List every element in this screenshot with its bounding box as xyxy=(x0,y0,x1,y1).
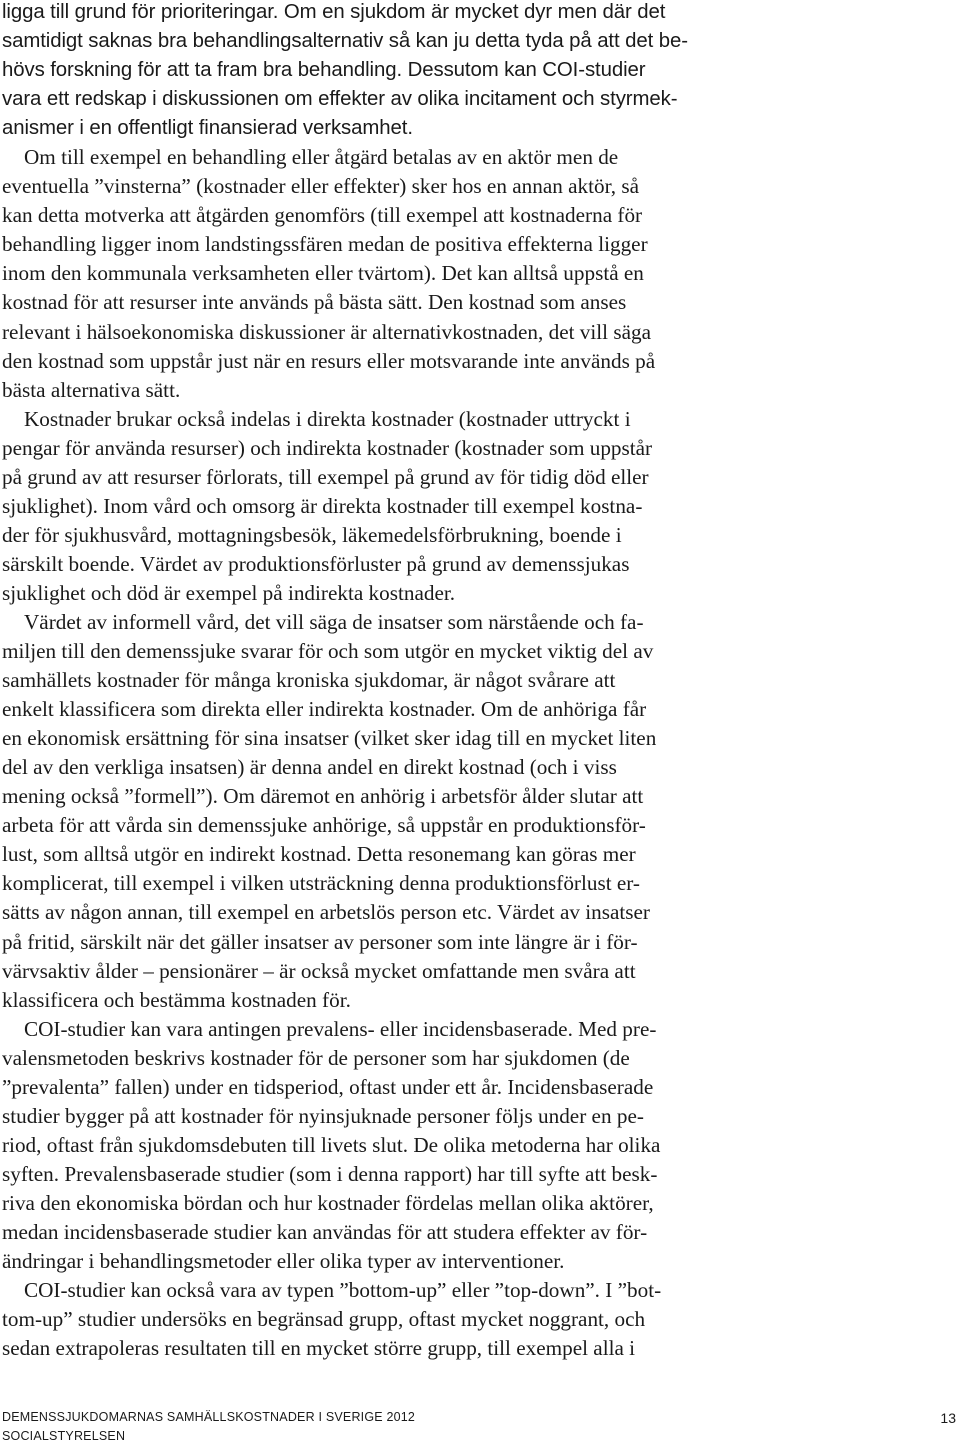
text-line-46: tom-up” studier undersöks en begränsad grupp, oftast mycket noggrant, och xyxy=(2,1307,646,1332)
text-line-25: enkelt klassificera som direkta eller indirekta kostnader. Om de anhöriga får xyxy=(2,697,647,722)
footer-publisher: SOCIALSTYRELSEN xyxy=(2,1429,126,1443)
text-line-20: särskilt boende. Värdet av produktionsförluster på grund av demenssjukas xyxy=(2,551,630,576)
text-line-26: en ekonomisk ersättning för sina insatser (vilket sker idag till en mycket liten xyxy=(2,726,657,751)
text-line-41: syften. Prevalensbaserade studier (som i denna rapport) har till syfte att besk- xyxy=(2,1161,658,1186)
text-line-4: vara ett redskap i diskussionen om effekter av olika incitament och styrmek- xyxy=(2,88,678,111)
text-line-18: sjuklighet). Inom vård och omsorg är direkta kostnader till exempel kostna- xyxy=(2,493,643,518)
text-line-12: relevant i hälsoekonomiska diskussioner är alternativkostnaden, det vill säga xyxy=(2,319,651,344)
page-footer xyxy=(0,1410,960,1448)
text-line-36: COI-studier kan vara antingen prevalens- eller incidensbaserade. Med pre- xyxy=(24,1016,657,1041)
text-line-23: miljen till den demenssjuke svarar för och som utgör en mycket viktig del av xyxy=(2,639,654,664)
text-line-33: på fritid, särskilt när det gäller insatser av personer som inte längre är i för- xyxy=(2,929,638,954)
text-line-7: eventuella ”vinsterna” (kostnader eller effekter) sker hos en annan aktör, så xyxy=(2,174,640,199)
text-line-19: der för sjukhusvård, mottagningsbesök, läkemedelsförbrukning, boende i xyxy=(2,522,622,547)
text-line-1: ligga till grund för prioriteringar. Om en sjukdom är mycket dyr men där det xyxy=(2,1,666,23)
text-line-27: del av den verkliga insatsen) är denna andel en direkt kostnad (och i viss xyxy=(2,755,617,780)
text-line-8: kan detta motverka att åtgärden genomförs (till exempel att kostnaderna för xyxy=(2,203,643,228)
text-line-2: samtidigt saknas bra behandlingsalternativ så kan ju detta tyda på att det be- xyxy=(2,30,688,53)
text-line-17: på grund av att resurser förlorats, till exempel på grund av för tidig död eller xyxy=(2,464,649,489)
text-line-11: kostnad för att resurser inte används på bästa sätt. Den kostnad som anses xyxy=(2,290,627,315)
text-line-15: Kostnader brukar också indelas i direkta kostnader (kostnader uttryckt i xyxy=(24,406,631,431)
text-line-32: sätts av någon annan, till exempel en arbetslös person etc. Värdet av insatser xyxy=(2,900,650,925)
text-line-31: komplicerat, till exempel i vilken utsträckning denna produktionsförlust er- xyxy=(2,871,640,896)
page-number: 13 xyxy=(940,1410,956,1426)
text-line-30: lust, som alltså utgör en indirekt kostnad. Detta resonemang kan göras mer xyxy=(2,842,636,867)
text-line-16: pengar för använda resurser) och indirekta kostnader (kostnader som uppstår xyxy=(2,435,653,460)
text-line-3: hövs forskning för att ta fram bra behandling. Dessutom kan COI-studier xyxy=(2,59,646,82)
text-line-6: Om till exempel en behandling eller åtgärd betalas av en aktör men de xyxy=(24,145,619,170)
text-line-22: Värdet av informell vård, det vill säga de insatser som närstående och fa- xyxy=(24,609,644,634)
footer-report-title: DEMENSSJUKDOMARNAS SAMHÄLLSKOSTNADER I SVERIGE 2012 xyxy=(2,1410,416,1424)
text-line-5: anismer i en offentligt finansierad verksamhet. xyxy=(2,117,413,140)
text-line-13: den kostnad som uppstår just när en resurs eller motsvarande inte används på xyxy=(2,348,656,373)
text-line-9: behandling ligger inom landstingssfären medan de positiva effekterna ligger xyxy=(2,232,648,257)
text-line-42: riva den ekonomiska bördan och hur kostnader fördelas mellan olika aktörer, xyxy=(2,1190,654,1215)
text-line-29: arbeta för att vårda sin demenssjuke anhörige, så uppstår en produktionsför- xyxy=(2,813,646,838)
text-line-28: mening också ”formell”). Om däremot en anhörig i arbetsför ålder slutar att xyxy=(2,784,644,809)
text-line-40: riod, oftast från sjukdomsdebuten till livets slut. De olika metoderna har olika xyxy=(2,1132,661,1157)
text-line-39: studier bygger på att kostnader för nyinsjuknade personer följs under en pe- xyxy=(2,1103,644,1128)
text-line-14: bästa alternativa sätt. xyxy=(2,377,181,402)
text-line-44: ändringar i behandlingsmetoder eller olika typer av interventioner. xyxy=(2,1249,565,1274)
text-line-10: inom den kommunala verksamheten eller tvärtom). Det kan alltså uppstå en xyxy=(2,261,644,286)
text-line-37: valensmetoden beskrivs kostnader för de personer som har sjukdomen (de xyxy=(2,1045,630,1070)
text-line-34: värvsaktiv ålder – pensionärer – är också mycket omfattande men svåra att xyxy=(2,958,636,983)
text-line-47: sedan extrapoleras resultaten till en mycket större grupp, till exempel alla i xyxy=(2,1336,636,1361)
text-line-21: sjuklighet och död är exempel på indirekta kostnader. xyxy=(2,580,456,605)
text-line-35: klassificera och bestämma kostnaden för. xyxy=(2,987,351,1012)
text-line-45: COI-studier kan också vara av typen ”bottom-up” eller ”top-down”. I ”bot- xyxy=(24,1278,662,1303)
text-line-38: ”prevalenta” fallen) under en tidsperiod, oftast under ett år. Incidensbaserade xyxy=(2,1074,654,1099)
body-text xyxy=(2,0,762,1363)
text-line-43: medan incidensbaserade studier kan användas för att studera effekter av för- xyxy=(2,1219,648,1244)
text-line-24: samhällets kostnader för många kroniska sjukdomar, är något svårare att xyxy=(2,668,616,693)
